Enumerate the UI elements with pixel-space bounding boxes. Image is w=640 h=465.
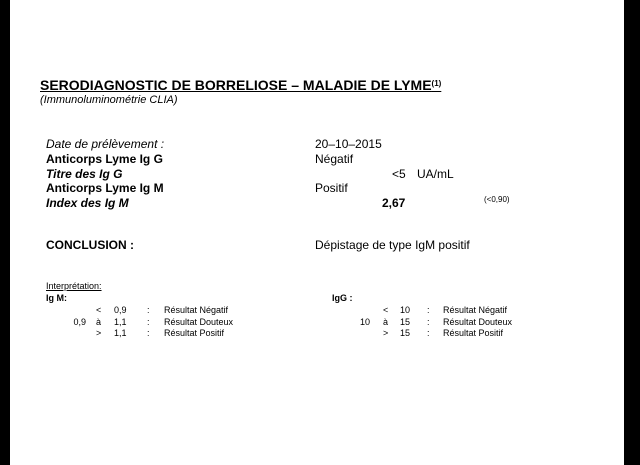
igg-titer-label: Titre des Ig G (46, 167, 123, 181)
igg-titer-unit: UA/mL (417, 167, 454, 181)
scale-operator: > (96, 328, 102, 338)
sample-date-value: 20–10–2015 (315, 137, 382, 151)
igm-index-reference: (<0,90) (484, 195, 510, 204)
scale-separator: : (147, 317, 150, 327)
scale-operator: > (383, 328, 389, 338)
igg-antibody-value: Négatif (315, 152, 354, 166)
scale-separator: : (427, 305, 430, 315)
igg-antibody-label: Anticorps Lyme Ig G (46, 152, 163, 166)
igm-antibody-value: Positif (315, 181, 348, 195)
scale-operator: à (383, 317, 389, 327)
igg-titer-value: <5 (392, 167, 406, 181)
scale-operator: à (96, 317, 102, 327)
igm-index-value: 2,67 (382, 196, 406, 210)
scale-high: 1,1 (114, 328, 127, 338)
scale-low: 10 (359, 317, 370, 327)
scale-separator: : (147, 305, 150, 315)
scale-operator: < (96, 305, 102, 315)
scale-result: Résultat Négatif (443, 305, 508, 315)
title-footnote-marker: (1) (431, 79, 442, 88)
scale-high: 15 (400, 317, 411, 327)
report-title: SERODIAGNOSTIC DE BORRELIOSE – MALADIE DE LYME$^{(1)}$ (40, 77, 442, 93)
igm-antibody-label: Anticorps Lyme Ig M (46, 181, 164, 195)
igm-scale-label: Ig M: (46, 293, 67, 303)
scale-separator: : (427, 317, 430, 327)
report-page (10, 0, 624, 465)
scale-result: Résultat Négatif (164, 305, 229, 315)
scale-high: 10 (400, 305, 411, 315)
scale-result: Résultat Douteux (164, 317, 234, 327)
scale-high: 1,1 (114, 317, 127, 327)
scale-high: 15 (400, 328, 411, 338)
scale-low: 0,9 (73, 317, 86, 327)
scale-operator: < (383, 305, 389, 315)
igm-index-label: Index des Ig M (46, 196, 129, 210)
conclusion-value: Dépistage de type IgM positif (315, 238, 470, 252)
scale-high: 0,9 (114, 305, 127, 315)
igg-scale-label: IgG : (332, 293, 353, 303)
interpretation-heading: Interprétation: (46, 281, 102, 291)
scale-separator: : (147, 328, 150, 338)
scale-result: Résultat Douteux (443, 317, 513, 327)
conclusion-label: CONCLUSION : (46, 238, 134, 252)
scale-separator: : (427, 328, 430, 338)
scale-result: Résultat Positif (443, 328, 504, 338)
sample-date-label: Date de prélèvement : (46, 137, 165, 151)
report-subtitle: (Immunoluminométrie CLIA) (40, 94, 178, 106)
scale-result: Résultat Positif (164, 328, 225, 338)
